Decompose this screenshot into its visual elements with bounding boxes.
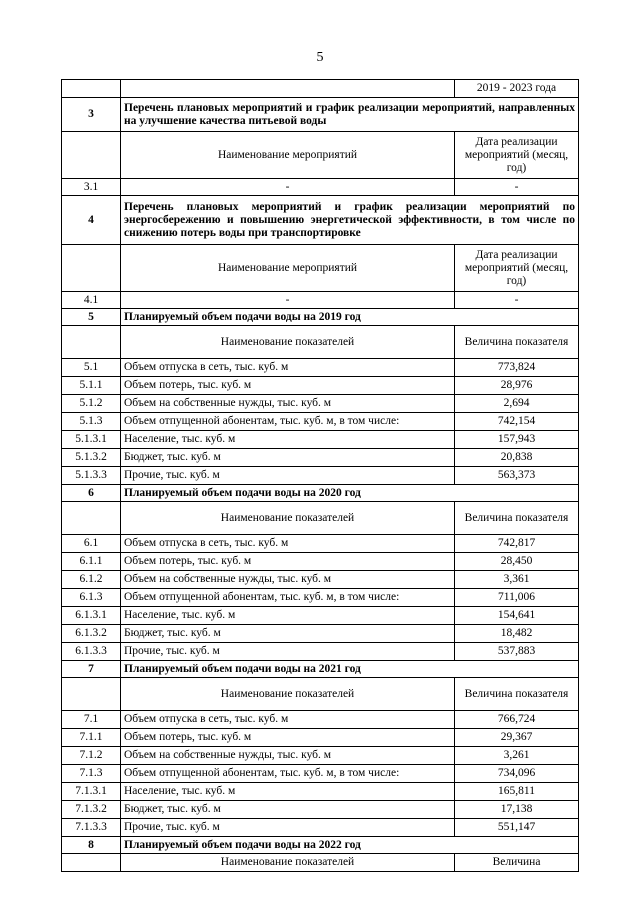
row-label: Объем на собственные нужды, тыс. куб. м bbox=[121, 395, 455, 413]
column-header-value: Величина bbox=[455, 854, 579, 872]
table-row bbox=[62, 467, 579, 485]
row-number: 4 bbox=[62, 196, 121, 245]
row-value: 18,482 bbox=[455, 625, 579, 643]
row-value: 563,373 bbox=[455, 467, 579, 485]
table-row bbox=[62, 571, 579, 589]
row-label: Объем отпущенной абонентам, тыс. куб. м, в том числе: bbox=[121, 765, 455, 783]
row-number: 5.1.1 bbox=[62, 377, 121, 395]
row-value: 742,154 bbox=[455, 413, 579, 431]
row-value: - bbox=[455, 292, 579, 309]
row-number: 6.1.2 bbox=[62, 571, 121, 589]
row-number bbox=[62, 326, 121, 359]
column-header-value: Величина показателя bbox=[455, 502, 579, 535]
row-number bbox=[62, 245, 121, 292]
table-row bbox=[62, 395, 579, 413]
section-row bbox=[62, 98, 579, 132]
column-header-name: Наименование мероприятий bbox=[121, 132, 455, 179]
column-header-name: Наименование мероприятий bbox=[121, 245, 455, 292]
table-row bbox=[62, 449, 579, 467]
column-header-name: Наименование показателей bbox=[121, 326, 455, 359]
row-label: Объем на собственные нужды, тыс. куб. м bbox=[121, 571, 455, 589]
row-number: 7.1.2 bbox=[62, 747, 121, 765]
row-number: 7.1.3 bbox=[62, 765, 121, 783]
section-row bbox=[62, 309, 579, 326]
row-label: Бюджет, тыс. куб. м bbox=[121, 625, 455, 643]
row-number: 7 bbox=[62, 661, 121, 678]
row-value: 734,096 bbox=[455, 765, 579, 783]
page-number: 5 bbox=[316, 50, 324, 65]
row-value: 154,641 bbox=[455, 607, 579, 625]
row-number: 7.1.1 bbox=[62, 729, 121, 747]
column-header-row bbox=[62, 245, 579, 292]
row-number bbox=[62, 678, 121, 711]
column-header-row bbox=[62, 678, 579, 711]
row-value: 3,261 bbox=[455, 747, 579, 765]
row-value: 742,817 bbox=[455, 535, 579, 553]
row-value: 2,694 bbox=[455, 395, 579, 413]
table-row bbox=[62, 413, 579, 431]
row-value: 711,006 bbox=[455, 589, 579, 607]
column-header-value: Величина показателя bbox=[455, 326, 579, 359]
section-title: Перечень плановых мероприятий и график реализации мероприятий по энергосбережению и повышению энергетической эффективности, в том числе по снижению потерь воды при транспортировке bbox=[121, 196, 579, 245]
row-number: 6.1.3.1 bbox=[62, 607, 121, 625]
section-title: Перечень плановых мероприятий и график реализации мероприятий, направленных на улучшение качества питьевой воды bbox=[121, 98, 579, 132]
table-row bbox=[62, 553, 579, 571]
column-header-row bbox=[62, 132, 579, 179]
row-number: 5.1.3.1 bbox=[62, 431, 121, 449]
row-label: Объем потерь, тыс. куб. м bbox=[121, 553, 455, 571]
row-value: 766,724 bbox=[455, 711, 579, 729]
row-number: 8 bbox=[62, 837, 121, 854]
table-row bbox=[62, 783, 579, 801]
row-label: Объем отпуска в сеть, тыс. куб. м bbox=[121, 535, 455, 553]
row-number bbox=[62, 132, 121, 179]
row-label: Прочие, тыс. куб. м bbox=[121, 643, 455, 661]
row-number: 3.1 bbox=[62, 179, 121, 196]
row-number: 5.1.3.2 bbox=[62, 449, 121, 467]
row-number: 6.1.1 bbox=[62, 553, 121, 571]
table-row bbox=[62, 607, 579, 625]
row-label: Бюджет, тыс. куб. м bbox=[121, 801, 455, 819]
section-title: Планируемый объем подачи воды на 2022 год bbox=[121, 837, 579, 854]
table-row bbox=[62, 377, 579, 395]
row-number bbox=[62, 502, 121, 535]
row-value: 17,138 bbox=[455, 801, 579, 819]
section-row bbox=[62, 485, 579, 502]
section-title: Планируемый объем подачи воды на 2021 год bbox=[121, 661, 579, 678]
row-number: 3 bbox=[62, 98, 121, 132]
row-number: 5.1.2 bbox=[62, 395, 121, 413]
row-value: 28,976 bbox=[455, 377, 579, 395]
column-header-name: Наименование показателей bbox=[121, 854, 455, 872]
table-row bbox=[62, 801, 579, 819]
row-label: Объем потерь, тыс. куб. м bbox=[121, 377, 455, 395]
row-label: - bbox=[121, 292, 455, 309]
row-value: 3,361 bbox=[455, 571, 579, 589]
row-number: 5.1.3 bbox=[62, 413, 121, 431]
row-label: Объем отпущенной абонентам, тыс. куб. м, в том числе: bbox=[121, 413, 455, 431]
row-label: Население, тыс. куб. м bbox=[121, 607, 455, 625]
table-row bbox=[62, 625, 579, 643]
row-value: 537,883 bbox=[455, 643, 579, 661]
column-header-row bbox=[62, 326, 579, 359]
row-number: 4.1 bbox=[62, 292, 121, 309]
row-value: 28,450 bbox=[455, 553, 579, 571]
row-value: 551,147 bbox=[455, 819, 579, 837]
row-label bbox=[121, 80, 455, 98]
table-row bbox=[62, 643, 579, 661]
column-header-name: Наименование показателей bbox=[121, 678, 455, 711]
section-row bbox=[62, 837, 579, 854]
column-header-value: Дата реализации мероприятий (месяц, год) bbox=[455, 245, 579, 292]
row-value: 773,824 bbox=[455, 359, 579, 377]
table-row bbox=[62, 535, 579, 553]
plan-table bbox=[61, 79, 579, 872]
table-row bbox=[62, 80, 579, 98]
row-value: - bbox=[455, 179, 579, 196]
table-row bbox=[62, 819, 579, 837]
table-row bbox=[62, 292, 579, 309]
section-title: Планируемый объем подачи воды на 2019 год bbox=[121, 309, 579, 326]
section-title: Планируемый объем подачи воды на 2020 год bbox=[121, 485, 579, 502]
row-value: 157,943 bbox=[455, 431, 579, 449]
column-header-value: Величина показателя bbox=[455, 678, 579, 711]
row-number: 7.1.3.1 bbox=[62, 783, 121, 801]
row-number: 7.1.3.3 bbox=[62, 819, 121, 837]
row-value: 165,811 bbox=[455, 783, 579, 801]
row-number: 6.1.3 bbox=[62, 589, 121, 607]
table-row bbox=[62, 711, 579, 729]
row-label: Бюджет, тыс. куб. м bbox=[121, 449, 455, 467]
row-number: 6.1 bbox=[62, 535, 121, 553]
row-number: 7.1.3.2 bbox=[62, 801, 121, 819]
row-label: Объем на собственные нужды, тыс. куб. м bbox=[121, 747, 455, 765]
row-label: - bbox=[121, 179, 455, 196]
row-number: 6 bbox=[62, 485, 121, 502]
row-number bbox=[62, 80, 121, 98]
table-row bbox=[62, 589, 579, 607]
table-row bbox=[62, 765, 579, 783]
row-label: Объем потерь, тыс. куб. м bbox=[121, 729, 455, 747]
row-number: 6.1.3.3 bbox=[62, 643, 121, 661]
row-label: Население, тыс. куб. м bbox=[121, 431, 455, 449]
row-value: 2019 - 2023 года bbox=[455, 80, 579, 98]
column-header-row bbox=[62, 502, 579, 535]
column-header-value: Дата реализации мероприятий (месяц, год) bbox=[455, 132, 579, 179]
column-header-row bbox=[62, 854, 579, 872]
row-number: 7.1 bbox=[62, 711, 121, 729]
row-label: Прочие, тыс. куб. м bbox=[121, 819, 455, 837]
row-number: 5 bbox=[62, 309, 121, 326]
table-row bbox=[62, 179, 579, 196]
row-number: 5.1.3.3 bbox=[62, 467, 121, 485]
row-label: Объем отпуска в сеть, тыс. куб. м bbox=[121, 359, 455, 377]
column-header-name: Наименование показателей bbox=[121, 502, 455, 535]
row-value: 29,367 bbox=[455, 729, 579, 747]
row-number: 6.1.3.2 bbox=[62, 625, 121, 643]
table-row bbox=[62, 729, 579, 747]
row-number: 5.1 bbox=[62, 359, 121, 377]
row-value: 20,838 bbox=[455, 449, 579, 467]
table-row bbox=[62, 747, 579, 765]
row-number bbox=[62, 854, 121, 872]
table-row bbox=[62, 359, 579, 377]
row-label: Объем отпущенной абонентам, тыс. куб. м, в том числе: bbox=[121, 589, 455, 607]
section-row bbox=[62, 661, 579, 678]
row-label: Население, тыс. куб. м bbox=[121, 783, 455, 801]
row-label: Прочие, тыс. куб. м bbox=[121, 467, 455, 485]
row-label: Объем отпуска в сеть, тыс. куб. м bbox=[121, 711, 455, 729]
section-row bbox=[62, 196, 579, 245]
table-row bbox=[62, 431, 579, 449]
